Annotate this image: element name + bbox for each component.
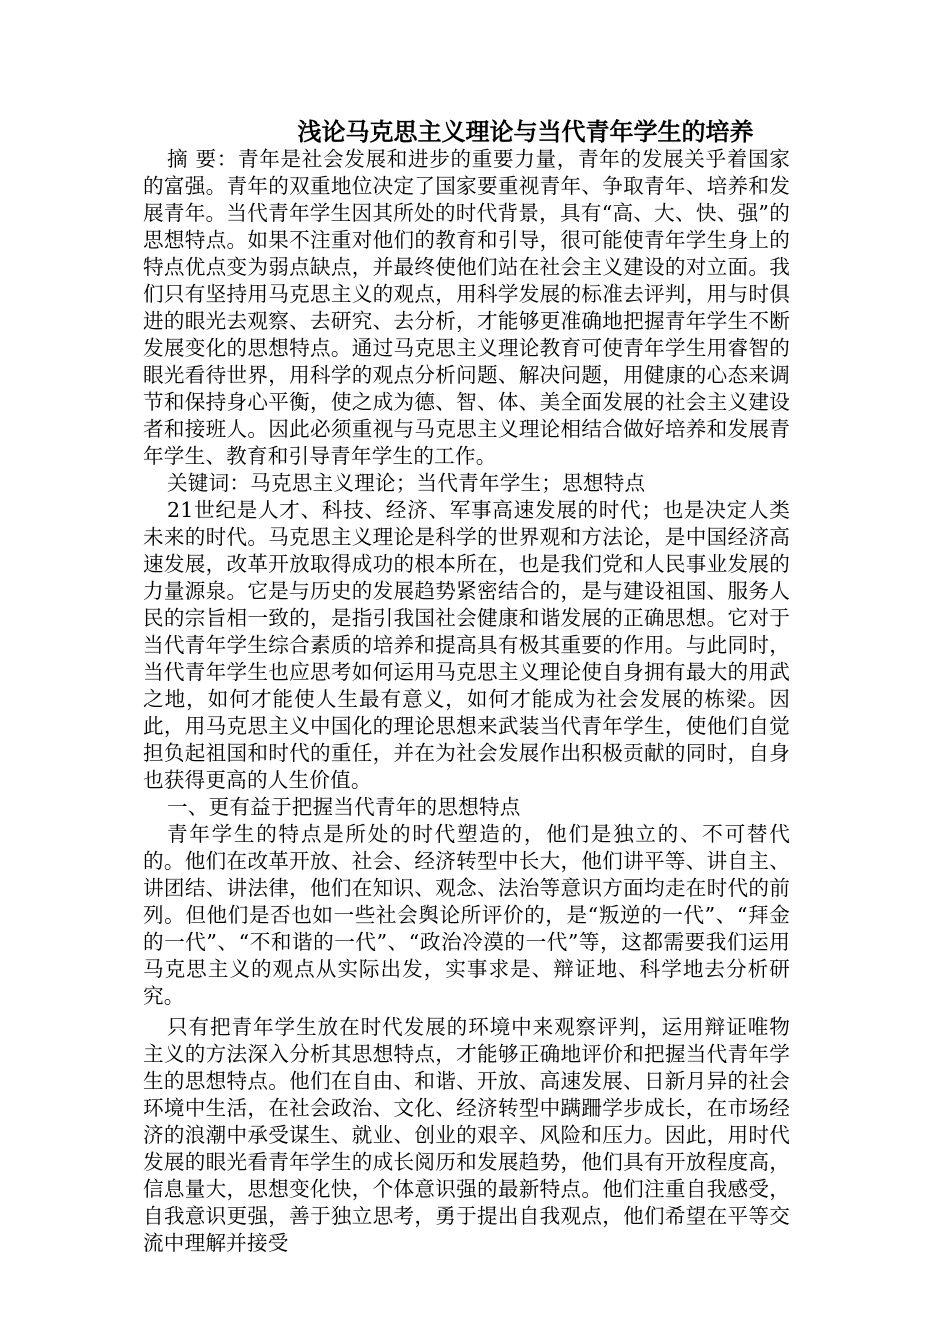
keywords-paragraph: 关键词：马克思主义理论；当代青年学生；思想特点	[167, 471, 646, 495]
document-title: 浅论马克思主义理论与当代青年学生的培养	[297, 117, 754, 146]
document-page	[143, 118, 790, 1257]
abstract-paragraph: 摘 要：青年是社会发展和进步的重要力量，青年的发展关乎着国家的富强。青年的双重地位决定了国家要重视青年、争取青年、培养和发展青年。当代青年学生因其所处的时代背景，具有“高、大、快、强”的思想特点。如果不注重对他们的教育和引导，很可能使青年学生身上的特点优点变为弱点缺点，并最终使他们站在社会主义建设的对立面。我们只有坚持用马克思主义的观点，用科学发展的标准去评判，用与时俱进的眼光去观察、去研究、去分析，才能够更准确地把握青年学生不断发展变化的思想特点。通过马克思主义理论教育可使青年学生用睿智的眼光看待世界，用科学的观点分析问题、解决问题，用健康的心态来调节和保持身心平衡，使之成为德、智、体、美全面发展的社会主义建设者和接班人。因此必须重视与马克思主义理论相结合做好培养和发展青年学生、教育和引导青年学生的工作。	[143, 147, 790, 468]
intro-paragraph: 21世纪是人才、科技、经济、军事高速发展的时代；也是决定人类未来的时代。马克思主义理论是科学的世界观和方法论，是中国经济高速发展，改革开放取得成功的根本所在，也是我们党和人民事业发展的力量源泉。它是与历史的发展趋势紧密结合的，是与建设祖国、服务人民的宗旨相一致的，是指引我国社会健康和谐发展的正确思想。它对于当代青年学生综合素质的培养和提高具有极其重要的作用。与此同时，当代青年学生也应思考如何运用马克思主义理论使自身拥有最大的用武之地，如何才能使人生最有意义，如何才能成为社会发展的栋梁。因此，用马克思主义中国化的理论思想来武装当代青年学生，使他们自觉担负起祖国和时代的重任，并在为社会发展作出积极贡献的同时，自身也获得更高的人生价值。	[143, 498, 790, 792]
body-paragraph: 只有把青年学生放在时代发展的环境中来观察评判，运用辩证唯物主义的方法深入分析其思想特点，才能够正确地评价和把握当代青年学生的思想特点。他们在自由、和谐、开放、高速发展、日新月异的社会环境中生活，在社会政治、文化、经济转型中蹒跚学步成长，在市场经济的浪潮中承受谋生、就业、创业的艰辛、风险和压力。因此，用时代发展的眼光看青年学生的成长阅历和发展趋势，他们具有开放程度高，信息量大，思想变化快，个体意识强的最新特点。他们注重自我感受，自我意识更强，善于独立思考，勇于提出自我观点，他们希望在平等交流中理解并接受	[143, 1015, 790, 1255]
body-paragraph: 青年学生的特点是所处的时代塑造的，他们是独立的、不可替代的。他们在改革开放、社会、经济转型中长大，他们讲平等、讲自主、讲团结、讲法律，他们在知识、观念、法治等意识方面均走在时代的前列。但他们是否也如一些社会舆论所评价的，是“叛逆的一代”、“拜金的一代”、“不和谐的一代”、“政治冷漠的一代”等，这都需要我们运用马克思主义的观点从实际出发，实事求是、辩证地、科学地去分析研究。	[143, 822, 790, 1008]
section-heading: 一、更有益于把握当代青年的思想特点	[167, 795, 521, 819]
